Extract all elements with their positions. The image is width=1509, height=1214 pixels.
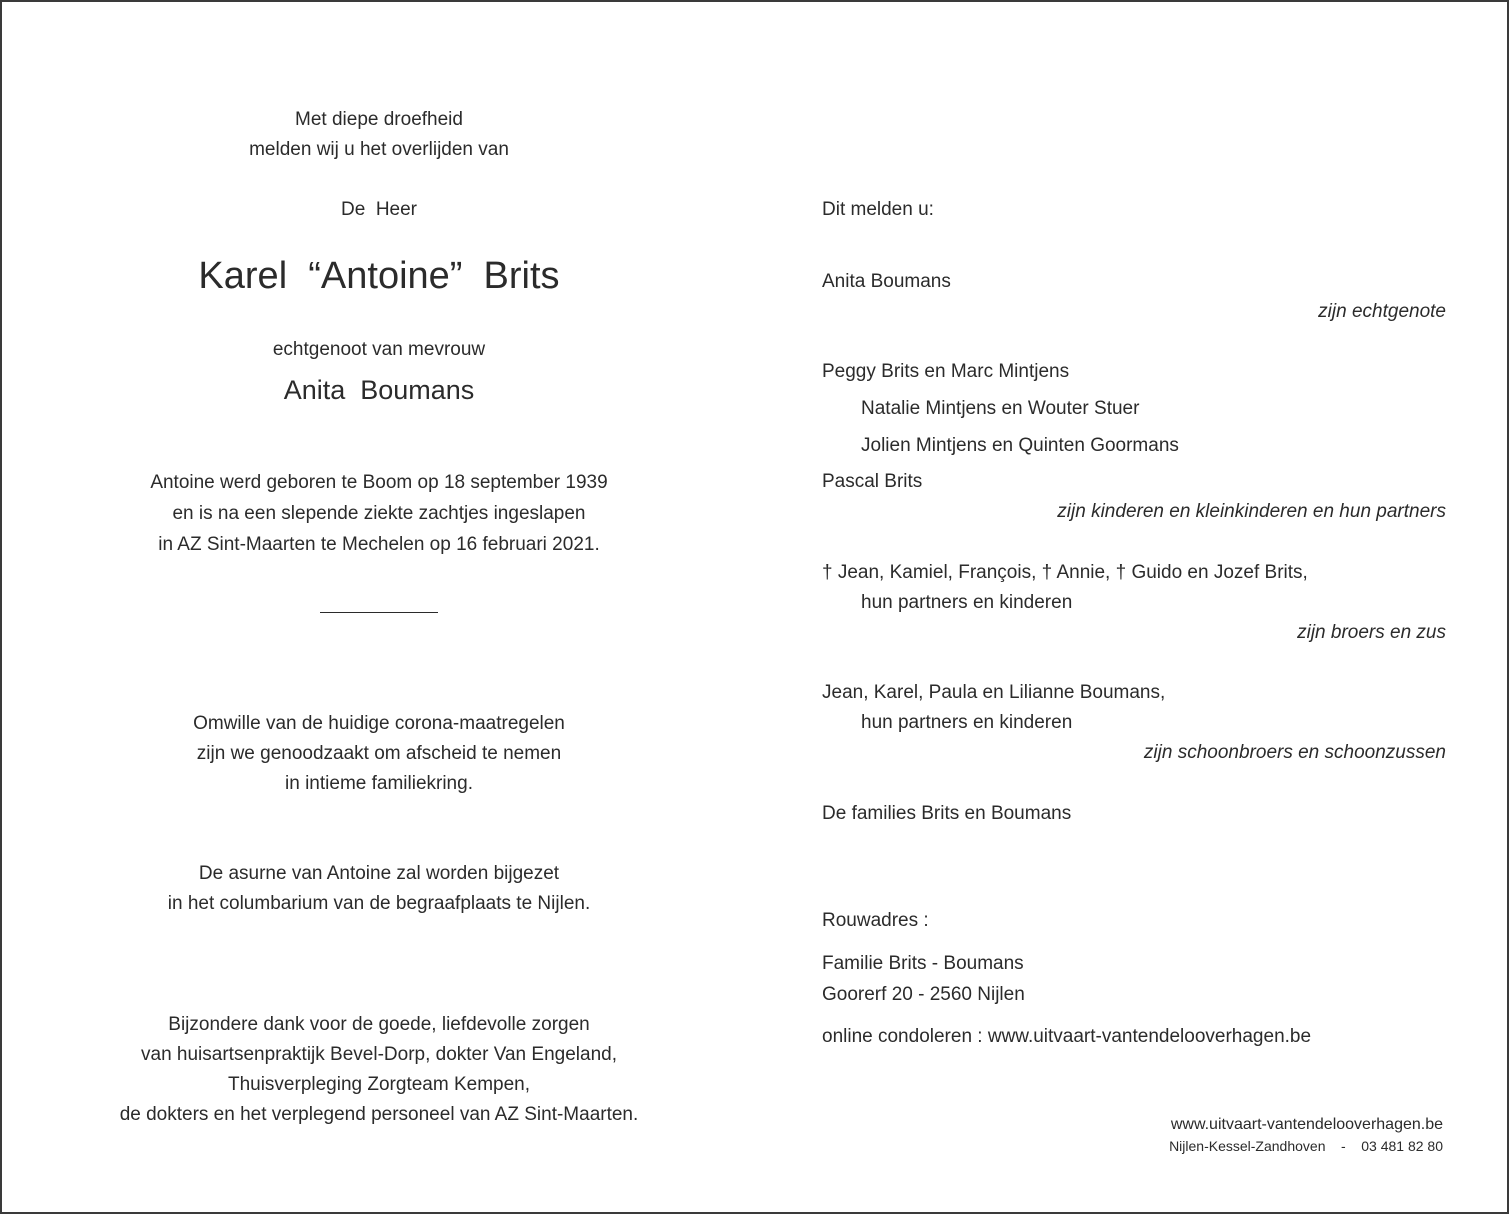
intro-line-1: Met diepe droefheid xyxy=(295,109,463,130)
address-street: Goorerf 20 - 2560 Nijlen xyxy=(822,984,1025,1005)
spouse-entry: Anita Boumans xyxy=(822,271,951,292)
thanks-line-4: de dokters en het verplegend personeel van AZ Sint-Maarten. xyxy=(119,1104,639,1125)
spouse-intro: echtgenoot van mevrouw xyxy=(272,339,486,360)
urn-line-2: in het columbarium van de begraafplaats te Nijlen. xyxy=(167,893,591,914)
honorific: De Heer xyxy=(340,199,418,220)
child-entry-1: Peggy Brits en Marc Mintjens xyxy=(822,361,1070,382)
intro-line-2: melden wij u het overlijden van xyxy=(249,139,509,160)
deceased-name: Karel “Antoine” Brits xyxy=(198,255,560,297)
online-condolence-link[interactable]: online condoleren : www.uitvaart-vantendelooverhagen.be xyxy=(822,1026,1312,1047)
birth-line-1: Antoine werd geboren te Boom op 18 september 1939 xyxy=(150,472,608,493)
thanks-line-1: Bijzondere dank voor de goede, liefdevolle zorgen xyxy=(168,1014,590,1035)
siblings-sub: hun partners en kinderen xyxy=(861,592,1073,613)
spouse-name: Anita Boumans xyxy=(283,375,475,405)
grandchild-entry-1: Natalie Mintjens en Wouter Stuer xyxy=(861,398,1140,419)
announce-heading: Dit melden u: xyxy=(822,199,934,220)
birth-line-2: en is na een slepende ziekte zachtjes ingeslapen xyxy=(172,503,586,524)
footer-website[interactable]: www.uitvaart-vantendelooverhagen.be xyxy=(1170,1116,1443,1133)
inlaws-sub: hun partners en kinderen xyxy=(861,712,1073,733)
address-label: Rouwadres : xyxy=(822,910,929,931)
divider xyxy=(320,612,438,613)
urn-line-1: De asurne van Antoine zal worden bijgezet xyxy=(198,863,560,884)
footer-address: Nijlen-Kessel-Zandhoven - 03 481 82 80 xyxy=(1169,1138,1443,1154)
inlaws-role: zijn schoonbroers en schoonzussen xyxy=(1143,742,1446,763)
thanks-line-2: van huisartsenpraktijk Bevel-Dorp, dokter Van Engeland, xyxy=(141,1044,617,1065)
birth-line-3: in AZ Sint-Maarten te Mechelen op 16 februari 2021. xyxy=(158,534,600,555)
child-entry-2: Pascal Brits xyxy=(822,471,923,492)
siblings-role: zijn broers en zus xyxy=(1297,622,1446,643)
corona-line-1: Omwille van de huidige corona-maatregelen xyxy=(193,713,565,734)
thanks-line-3: Thuisverpleging Zorgteam Kempen, xyxy=(227,1074,531,1095)
corona-line-3: in intieme familiekring. xyxy=(285,773,473,794)
families-entry: De families Brits en Boumans xyxy=(822,803,1072,824)
grandchild-entry-2: Jolien Mintjens en Quinten Goormans xyxy=(861,435,1179,456)
inlaws-entry: Jean, Karel, Paula en Lilianne Boumans, xyxy=(822,682,1166,703)
corona-line-2: zijn we genoodzaakt om afscheid te nemen xyxy=(196,743,562,764)
siblings-entry: † Jean, Kamiel, François, † Annie, † Guido en Jozef Brits, xyxy=(822,562,1308,583)
spouse-role: zijn echtgenote xyxy=(1318,301,1446,322)
children-role: zijn kinderen en kleinkinderen en hun partners xyxy=(1057,501,1446,522)
address-name: Familie Brits - Boumans xyxy=(822,953,1024,974)
